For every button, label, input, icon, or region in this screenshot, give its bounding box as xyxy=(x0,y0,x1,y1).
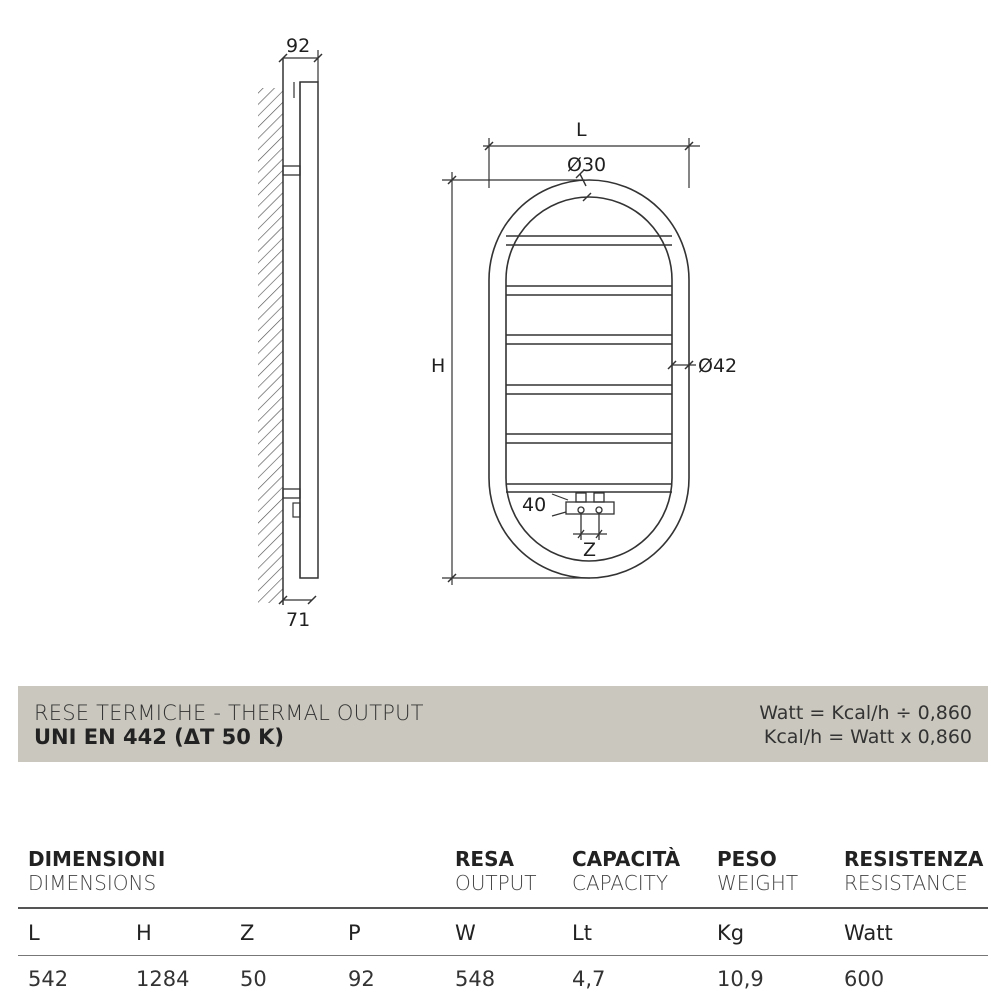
col-w: W xyxy=(455,921,476,945)
value-lt: 4,7 xyxy=(572,967,606,991)
front-view xyxy=(431,119,737,585)
side-top-dim: 92 xyxy=(286,35,311,57)
col-z: Z xyxy=(240,921,255,945)
table-unit-row xyxy=(18,909,988,955)
width-label: L xyxy=(576,119,587,141)
formula-kcal: Kcal/h = Watt x 0,860 xyxy=(763,726,972,748)
valve-offset-label: 40 xyxy=(522,494,547,516)
col-lt: Lt xyxy=(572,921,592,945)
wall-hatch xyxy=(258,88,283,603)
value-watt: 600 xyxy=(844,967,885,991)
horizontal-bars xyxy=(506,236,672,492)
table-group-headers xyxy=(18,845,988,907)
banner-titles xyxy=(34,701,424,749)
valve-stub xyxy=(293,503,300,517)
lower-bracket xyxy=(283,489,300,498)
col-l: L xyxy=(28,921,40,945)
side-radiator-body xyxy=(300,82,318,578)
height-label: H xyxy=(431,355,446,377)
thermal-output-banner xyxy=(18,686,988,762)
formula-watt: Watt = Kcal/h ÷ 0,860 xyxy=(759,702,972,724)
col-p: P xyxy=(348,921,361,945)
outer-frame xyxy=(489,180,689,578)
group-output: RESA OUTPUT xyxy=(455,847,537,895)
group-capacity: CAPACITÀ CAPACITY xyxy=(572,847,681,895)
side-tube-label: Ø42 xyxy=(698,355,738,377)
value-kg: 10,9 xyxy=(717,967,764,991)
col-watt: Watt xyxy=(844,921,893,945)
side-bottom-dim: 71 xyxy=(286,609,311,631)
banner-title: RESE TERMICHE - THERMAL OUTPUT xyxy=(34,701,424,725)
banner-formulas xyxy=(759,701,972,749)
upper-bracket xyxy=(283,166,300,175)
value-h: 1284 xyxy=(136,967,190,991)
group-resistance: RESISTENZA RESISTANCE xyxy=(844,847,984,895)
table-row xyxy=(18,956,988,1002)
z-label: Z xyxy=(583,539,597,561)
value-p: 92 xyxy=(348,967,375,991)
banner-standard: UNI EN 442 (ΔT 50 K) xyxy=(34,725,285,749)
side-view xyxy=(258,35,322,631)
value-w: 548 xyxy=(455,967,496,991)
group-dimensions: DIMENSIONI DIMENSIONS xyxy=(28,847,166,895)
valve-block xyxy=(566,493,614,540)
value-z: 50 xyxy=(240,967,267,991)
group-weight: PESO WEIGHT xyxy=(717,847,799,895)
top-tube-label: Ø30 xyxy=(567,154,607,176)
col-kg: Kg xyxy=(717,921,745,945)
col-h: H xyxy=(136,921,152,945)
value-l: 542 xyxy=(28,967,69,991)
spec-table xyxy=(18,845,988,1002)
